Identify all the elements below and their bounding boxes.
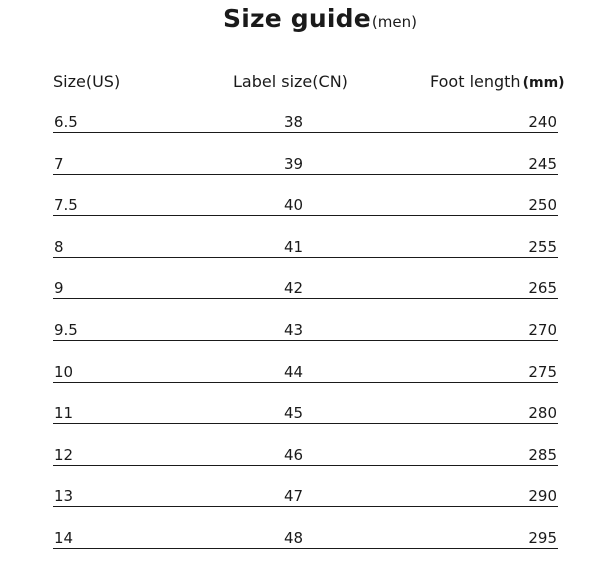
cell-label-size-cn: 40 <box>284 196 304 215</box>
cell-size-us: 7 <box>54 154 64 173</box>
cell-label-size-cn: 46 <box>284 445 304 464</box>
cell-foot-length: 255 <box>528 237 557 256</box>
cell-label-size-cn: 43 <box>284 321 304 339</box>
table-row <box>53 362 558 383</box>
cell-foot-length: 275 <box>528 362 557 381</box>
cell-foot-length: 270 <box>528 321 557 339</box>
table-row <box>53 320 558 341</box>
table-row <box>53 237 558 258</box>
table-row <box>53 403 558 424</box>
cell-foot-length: 265 <box>528 279 557 298</box>
cell-foot-length: 290 <box>528 487 557 506</box>
table-row <box>53 278 558 299</box>
column-header-size: Size(US) <box>53 72 121 91</box>
cell-size-us: 14 <box>54 529 74 547</box>
cell-size-us: 12 <box>54 445 74 464</box>
cell-size-us: 10 <box>54 362 74 381</box>
table-row <box>53 112 558 133</box>
cell-foot-length: 285 <box>528 445 557 464</box>
title-main: Size guide <box>223 4 371 33</box>
cell-foot-length: 245 <box>528 154 557 173</box>
table-row <box>53 528 558 549</box>
cell-label-size-cn: 38 <box>284 113 304 131</box>
table-row <box>53 154 558 175</box>
title-subtitle: (men) <box>371 13 417 31</box>
cell-size-us: 9 <box>54 279 64 298</box>
cell-size-us: 6.5 <box>54 113 78 131</box>
cell-foot-length: 280 <box>528 404 557 423</box>
cell-foot-length: 250 <box>528 196 557 215</box>
table-row <box>53 445 558 466</box>
cell-label-size-cn: 48 <box>284 529 304 547</box>
cell-size-us: 13 <box>54 487 74 506</box>
cell-label-size-cn: 45 <box>284 404 304 423</box>
cell-size-us: 9.5 <box>54 321 78 339</box>
foot-length-label: Foot length <box>430 72 521 91</box>
cell-label-size-cn: 42 <box>284 279 304 298</box>
cell-size-us: 8 <box>54 237 64 256</box>
cell-label-size-cn: 44 <box>284 362 304 381</box>
table-row <box>53 486 558 507</box>
cell-size-us: 11 <box>54 404 74 423</box>
cell-label-size-cn: 41 <box>284 237 304 256</box>
cell-foot-length: 295 <box>528 529 557 547</box>
cell-label-size-cn: 39 <box>284 154 304 173</box>
cell-label-size-cn: 47 <box>284 487 304 506</box>
column-header-label-size: Label size(CN) <box>233 72 348 91</box>
cell-foot-length: 240 <box>528 113 557 131</box>
cell-size-us: 7.5 <box>54 196 78 215</box>
table-row <box>53 195 558 216</box>
foot-length-unit: (mm) <box>522 75 565 91</box>
